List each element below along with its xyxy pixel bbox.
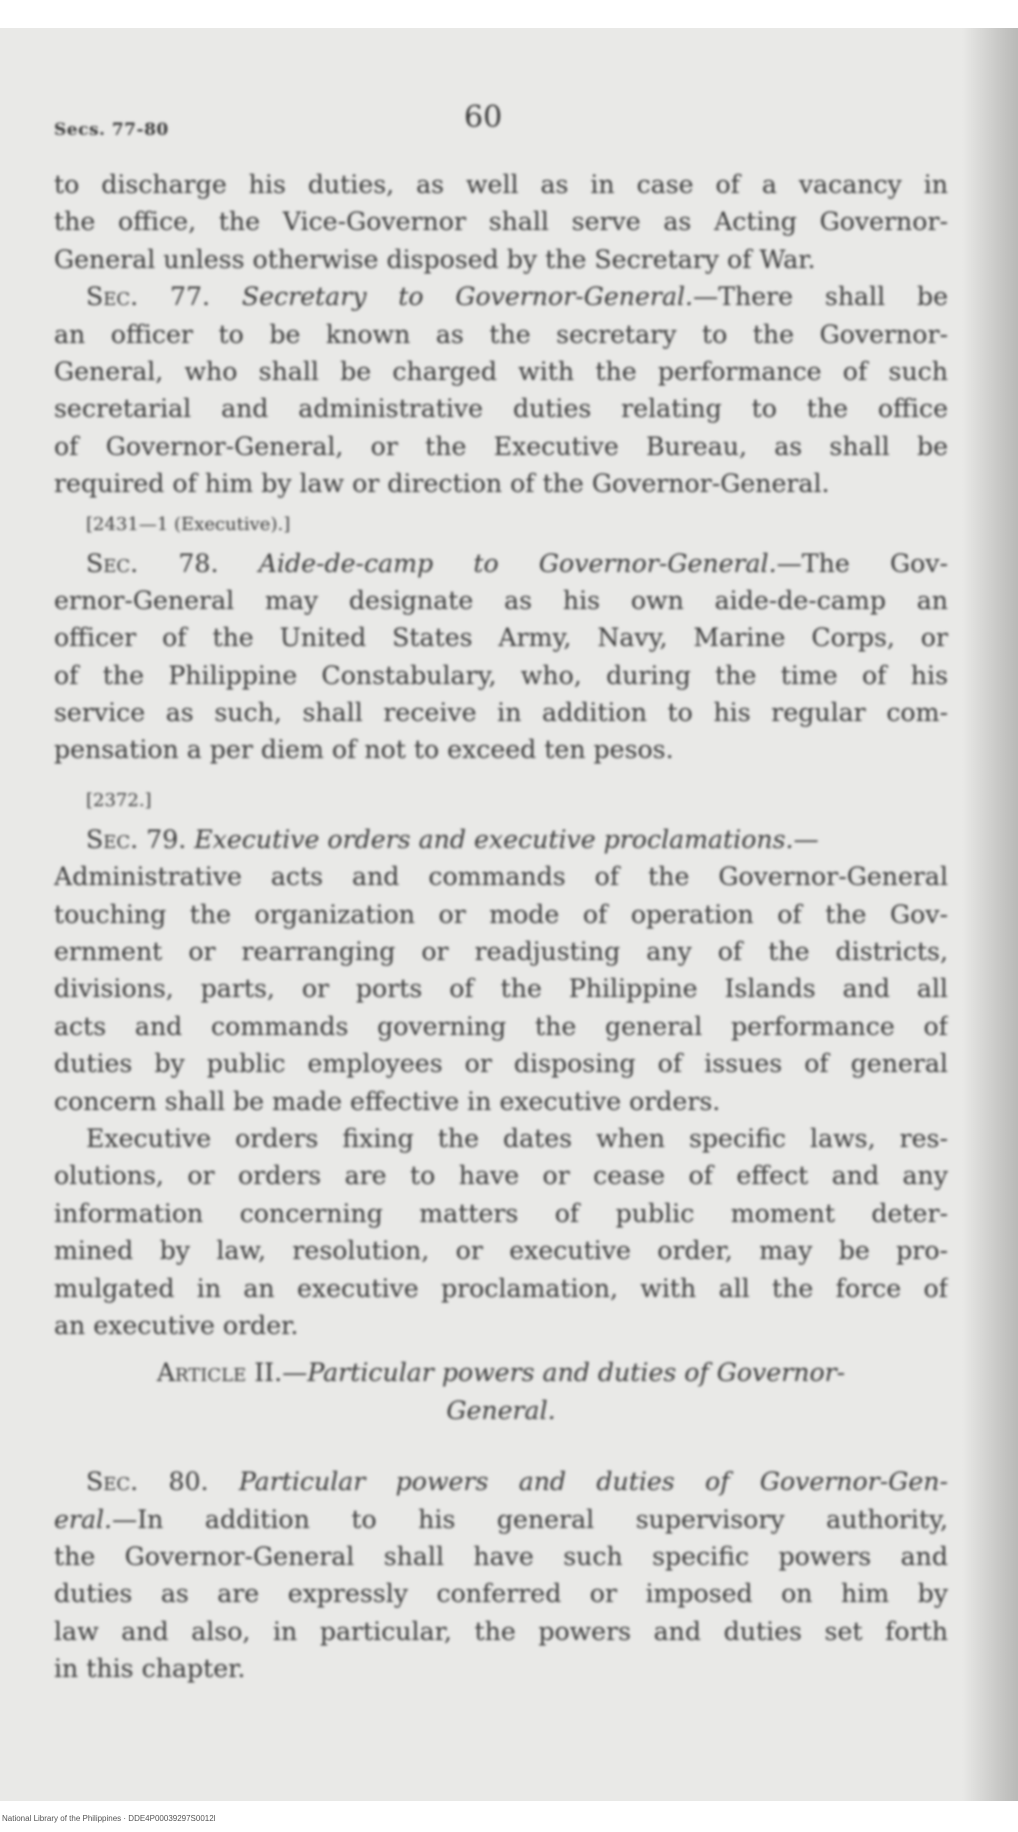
section-77-first-line xyxy=(54,278,948,315)
section-80 xyxy=(54,1463,948,1687)
text-line: the office, the Vice-Governor shall serve as Acting Governor- xyxy=(54,207,948,237)
page-number: 60 xyxy=(464,100,503,135)
text-line: duties by public employees or disposing of issues of general xyxy=(54,1049,948,1079)
article-title: —Particular powers and duties of Governor- xyxy=(282,1358,846,1388)
text-line: mulgated in an executive proclamation, with all the force of xyxy=(54,1273,948,1303)
article-label: Article II. xyxy=(156,1358,283,1388)
text-line: acts and commands governing the general performance of xyxy=(54,1011,948,1041)
source-reference: [2431—1 (Executive).] xyxy=(86,513,291,535)
text-line: olutions, or orders are to have or cease of effect and any xyxy=(54,1161,948,1191)
body-text xyxy=(54,166,948,1687)
text-line: touching the organization or mode of operation of the Gov- xyxy=(54,899,948,929)
article-2-heading xyxy=(54,1354,948,1429)
text-line: officer of the United States Army, Navy, Marine Corps, or xyxy=(54,623,948,653)
text-line: the Governor-General shall have such specific powers and xyxy=(54,1541,948,1571)
text-run: —There shall be xyxy=(693,282,948,312)
text-line: concern shall be made effective in executive orders. xyxy=(54,1086,721,1116)
text-line: information concerning matters of public moment deter- xyxy=(54,1198,948,1228)
text-line: law and also, in particular, the powers and duties set forth xyxy=(54,1616,948,1646)
text-line: of the Philippine Constabulary, who, during the time of his xyxy=(54,660,948,690)
text-line: mined by law, resolution, or executive order, may be pro- xyxy=(54,1236,948,1266)
article-title-line: General. xyxy=(446,1395,556,1425)
section-77 xyxy=(54,278,948,544)
text-line: General, who shall be charged with the performance of such xyxy=(54,356,948,386)
text-line: pensation a per diem of not to exceed ten pesos. xyxy=(54,735,674,765)
running-header xyxy=(54,100,948,160)
text-line: General unless otherwise disposed by the Secretary of War. xyxy=(54,244,816,274)
section-heading: Particular powers and duties of Governor-Gen- xyxy=(238,1467,948,1497)
text-line: an executive order. xyxy=(54,1310,299,1340)
section-label: Sec. 79. xyxy=(86,824,187,854)
section-80-first-line xyxy=(54,1463,948,1500)
section-label: Sec. 78. xyxy=(86,548,219,578)
text-line: Administrative acts and commands of the Governor-General xyxy=(54,862,948,892)
section-heading: Aide-de-camp to Governor-General. xyxy=(258,548,777,578)
section-heading: Executive orders and executive proclamations.— xyxy=(194,824,819,854)
section-heading: Secretary to Governor-General. xyxy=(241,282,694,312)
article-title-line xyxy=(54,1354,948,1391)
continuation-paragraph xyxy=(54,166,948,278)
text-line: ernor-General may designate as his own aide-de-camp an xyxy=(54,585,948,615)
section-79 xyxy=(54,821,948,1344)
footer-source: National Library of the Philippines · DDE4P00039297S0012l xyxy=(2,1814,216,1823)
text-line: service as such, shall receive in addition to his regular com- xyxy=(54,698,948,728)
text-line: in this chapter. xyxy=(54,1654,246,1684)
section-79-first-line xyxy=(54,821,948,858)
text-run: —The Gov- xyxy=(776,548,948,578)
section-range: Secs. 77-80 xyxy=(54,120,169,140)
section-78-first-line xyxy=(54,545,948,582)
section-heading: eral. xyxy=(54,1504,113,1534)
text-line: required of him by law or direction of the Governor-General. xyxy=(54,469,830,499)
section-78 xyxy=(54,545,948,821)
text-line: ernment or rearranging or readjusting any of the districts, xyxy=(54,937,948,967)
text-line: to discharge his duties, as well as in case of a vacancy in xyxy=(54,170,948,199)
document-page xyxy=(0,28,1018,1801)
text-line: of Governor-General, or the Executive Bureau, as shall be xyxy=(54,431,948,461)
text-line: divisions, parts, or ports of the Philippine Islands and all xyxy=(54,974,948,1004)
page-edge-shadow xyxy=(962,28,1018,1801)
source-reference: [2372.] xyxy=(86,789,152,811)
text-line: secretarial and administrative duties relating to the office xyxy=(54,394,948,424)
text-line: an officer to be known as the secretary to the Governor- xyxy=(54,319,948,349)
section-80-second-line xyxy=(54,1501,948,1538)
section-label: Sec. 77. xyxy=(86,282,211,312)
text-line: duties as are expressly conferred or imposed on him by xyxy=(54,1579,948,1609)
text-run: —In addition to his general supervisory authority, xyxy=(112,1504,948,1534)
section-label: Sec. 80. xyxy=(86,1467,209,1497)
text-line: Executive orders fixing the dates when specific laws, res- xyxy=(86,1123,948,1153)
